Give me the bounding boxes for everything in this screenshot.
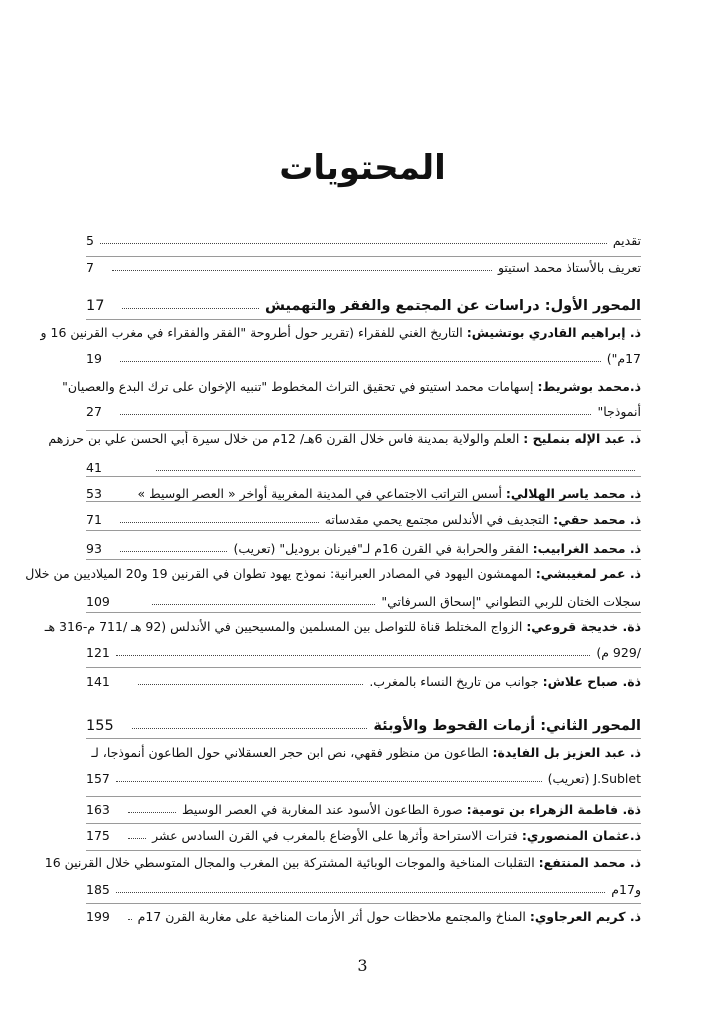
toc-entry-title: أنموذجا" <box>597 404 641 419</box>
toc-entry-title: الطاعون من منظور فقهي، نص ابن حجر العسقلاني حول الطاعون أنموذجا، لـ <box>91 745 493 760</box>
toc-entry <box>86 295 641 317</box>
toc-entry <box>86 715 641 737</box>
divider <box>86 559 641 560</box>
toc-entry-title: التاريخ الغني للفقراء (تقرير حول أطروحة "الفقر والفقراء في مغرب القرنين 16 و <box>40 325 467 340</box>
toc-page-number: 27 <box>86 404 102 419</box>
toc-entry-text <box>613 230 641 252</box>
toc-entry-text <box>25 563 641 585</box>
divider <box>86 256 641 257</box>
toc-entry-title: 17م") <box>606 351 641 366</box>
toc-entry-title: أسس التراتب الاجتماعي في المدينة المغربية أواخر « العصر الوسيط » <box>137 486 506 501</box>
toc-entry <box>86 768 641 790</box>
toc-entry-text <box>369 671 641 693</box>
toc-page-number: 121 <box>86 645 110 660</box>
toc-entry-title: و17م <box>611 882 641 897</box>
toc-page-number: 109 <box>86 594 110 609</box>
toc-entry <box>86 879 641 901</box>
dot-leader <box>138 684 363 685</box>
dot-leader <box>120 414 591 415</box>
toc-entry <box>86 642 641 664</box>
toc-entry-text <box>138 906 641 928</box>
toc-entry-text <box>598 401 642 423</box>
toc-entry-text <box>548 768 641 790</box>
toc-page-number: 17 <box>86 298 105 314</box>
toc-entry-author: ذ. إبراهيم القادري بوتشيش: <box>466 325 641 340</box>
toc-entry-text <box>44 852 641 874</box>
toc-entry <box>86 799 641 821</box>
toc-entry-title: صورة الطاعون الأسود عند المغاربة في العصر الوسيط <box>182 802 467 817</box>
toc-entry-title: الفقر والحرابة في القرن 16م لـ"فيرنان بروديل" (تعريب) <box>233 541 533 556</box>
divider <box>86 501 641 502</box>
divider <box>86 738 641 739</box>
toc-entry-title: تقديم <box>612 233 641 248</box>
toc-entry-title: جوانب من تاريخ النساء بالمغرب. <box>369 674 543 689</box>
toc-page-number: 141 <box>86 674 110 689</box>
toc-entry-author: ذ.محمد بوشريط: <box>537 379 641 394</box>
dot-leader <box>116 892 605 893</box>
divider <box>86 903 641 904</box>
toc-entry <box>44 616 641 638</box>
toc-page-number: 71 <box>86 512 102 527</box>
toc-entry <box>86 906 641 928</box>
toc-entry-text <box>233 538 641 560</box>
dot-leader <box>120 522 319 523</box>
toc-entry <box>86 671 641 693</box>
toc-entry-author: ذة. فاطمة الزهراء بن تومية: <box>466 802 641 817</box>
toc-entry-text <box>381 591 641 613</box>
toc-page-number: 19 <box>86 351 102 366</box>
toc-page-number: 5 <box>86 233 94 248</box>
toc-entry-text <box>607 348 641 370</box>
toc-entry-title: العلم والولاية بمدينة فاس خلال القرن 6هـ/ 12م من خلال سيرة أبي الحسن علي بن حرزهم <box>48 431 524 446</box>
toc-entry-text <box>152 825 641 847</box>
toc-entry <box>44 852 641 874</box>
toc-entry-author: ذ. محمد حقي: <box>553 512 641 527</box>
toc-entry-author: ذ. عبد الإله بنمليح : <box>523 431 641 446</box>
dot-leader <box>100 243 607 244</box>
toc-entry <box>62 376 641 398</box>
toc-entry-title: J.Sublet (تعريب) <box>547 771 641 786</box>
toc-page-number: 157 <box>86 771 110 786</box>
dot-leader <box>132 728 367 729</box>
toc-page-number: 53 <box>86 486 102 501</box>
toc-entry <box>25 563 641 585</box>
dot-leader <box>120 361 601 362</box>
toc-entry <box>86 348 641 370</box>
divider <box>86 796 641 797</box>
toc-page-number: 7 <box>86 260 94 275</box>
toc-entry <box>86 825 641 847</box>
toc-entry <box>86 538 641 560</box>
toc-entry-text <box>91 742 641 764</box>
toc-entry <box>48 428 641 450</box>
divider <box>86 667 641 668</box>
toc-entry-text <box>373 715 641 737</box>
toc-page-number: 41 <box>86 460 102 475</box>
toc-entry <box>86 591 641 613</box>
dot-leader <box>122 308 259 309</box>
toc-entry-title: التجديف في الأندلس مجتمع يحمي مقدساته <box>324 512 554 527</box>
toc-entry <box>86 257 641 279</box>
toc-entry-text <box>596 642 641 664</box>
divider <box>86 850 641 851</box>
toc-entry <box>86 509 641 531</box>
divider <box>86 823 641 824</box>
toc-entry-text <box>265 295 641 317</box>
toc-entry <box>86 230 641 252</box>
toc-entry-author: ذ. عبد العزيز بل الفايدة: <box>492 745 641 760</box>
dot-leader <box>128 812 176 813</box>
toc-entry-text <box>498 257 641 279</box>
dot-leader <box>128 919 132 920</box>
toc-entry-title: الزواج المختلط قناة للتواصل بين المسلمين والمسيحيين في الأندلس (92 هـ /711 م-316 هـ <box>44 619 527 634</box>
dot-leader <box>112 270 492 271</box>
toc-entry-title: /929 م) <box>596 645 641 660</box>
toc-entry-author: ذ. محمد ياسر الهلالي: <box>505 486 641 501</box>
toc-entry-author: ذ. محمد المنتفع: <box>538 855 641 870</box>
toc-entry-author: ذة. صباح علاش: <box>542 674 641 689</box>
page-title: المحتويات <box>279 148 446 188</box>
toc-entry-title: المهمشون اليهود في المصادر العبرانية: نموذج يهود تطوان في القرنين 19 و20 الميلاديين من خلال <box>25 566 536 581</box>
toc-entry-title: المحور الأول: دراسات عن المجتمع والفقر والتهميش <box>265 298 641 314</box>
toc-entry-text <box>48 428 641 450</box>
toc-entry-author: ذة. خديجة قروعي: <box>526 619 641 634</box>
dot-leader <box>116 781 542 782</box>
toc-entry-author: ذ. عمر لمغيبشي: <box>535 566 641 581</box>
toc-entry <box>86 401 641 423</box>
divider <box>86 476 641 477</box>
toc-entry-title: تعريف بالأستاذ محمد استيتو <box>497 260 641 275</box>
toc-entry-text <box>62 376 641 398</box>
toc-entry-title: إسهامات محمد استيتو في تحقيق التراث المخطوط "تنبيه الإخوان على ترك البدع والعصيان" <box>62 379 538 394</box>
dot-leader <box>116 655 590 656</box>
toc-entry-title: التقلبات المناخية والموجات الوبائية المشتركة بين المغرب والمجال المتوسطي خلال القرنين 16 <box>44 855 539 870</box>
toc-entry-title: المحور الثاني: أزمات القحوط والأوبئة <box>373 718 641 734</box>
toc-page-number: 155 <box>86 718 114 734</box>
toc-entry-text <box>182 799 641 821</box>
toc-entry-title: فترات الاستراحة وأثرها على الأوضاع بالمغرب في القرن السادس عشر <box>152 828 522 843</box>
toc-entry-text <box>325 509 641 531</box>
toc-entry-title: المناخ والمجتمع ملاحظات حول أثر الأزمات المناخية على مغاربة القرن 17م <box>137 909 530 924</box>
toc-entry-text <box>40 322 641 344</box>
toc-entry-text <box>44 616 641 638</box>
toc-page-number: 175 <box>86 828 110 843</box>
page-number: 3 <box>357 956 368 975</box>
toc-entry <box>86 742 641 764</box>
toc-entry-title: سجلات الختان للربي التطواني "إسحاق السرفاتي" <box>381 594 641 609</box>
toc-page-number: 199 <box>86 909 110 924</box>
toc-entry-text <box>611 879 641 901</box>
toc-page-number: 93 <box>86 541 102 556</box>
dot-leader <box>156 470 635 471</box>
toc-entry-author: ذ.عثمان المنصوري: <box>521 828 641 843</box>
toc-page-number: 185 <box>86 882 110 897</box>
divider <box>86 530 641 531</box>
toc-page-number: 163 <box>86 802 110 817</box>
divider <box>86 430 641 431</box>
toc-entry-author: ذ. كريم العرجاوي: <box>529 909 641 924</box>
toc-entry-author: ذ. محمد الغرابيب: <box>532 541 641 556</box>
toc-entry <box>40 322 641 344</box>
divider <box>86 612 641 613</box>
divider <box>86 319 641 320</box>
dot-leader <box>152 604 375 605</box>
dot-leader <box>128 838 146 839</box>
dot-leader <box>120 551 227 552</box>
